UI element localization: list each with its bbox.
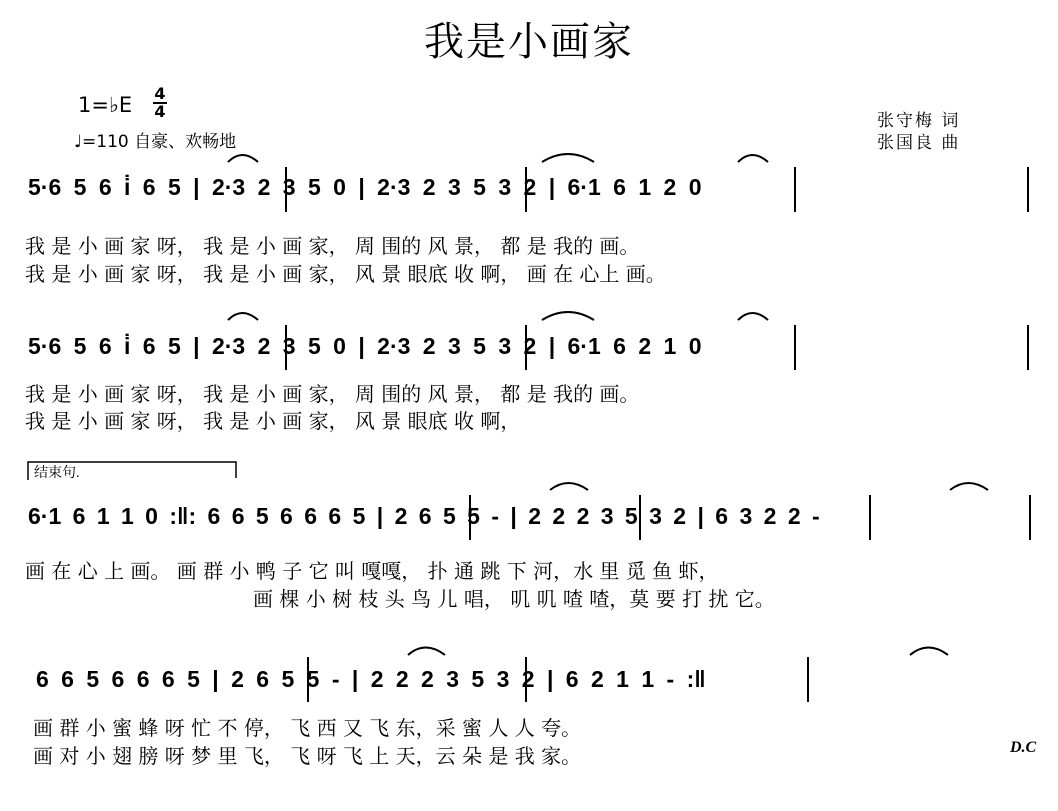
slur [542, 154, 594, 162]
lyrics-row-2-verse-1: 我 是 小 画 家 呀， 我 是 小 画 家， 周 围的 风 景， 都 是 我的 画。 [25, 382, 640, 406]
lyrics-row-3-verse-2: 画 棵 小 树 枝 头 鸟 儿 唱， 叽 叽 喳 喳，莫 要 打 扰 它。 [253, 587, 775, 611]
lyrics-row-1-verse-2: 我 是 小 画 家 呀， 我 是 小 画 家， 风 景 眼底 收 啊， 画 在 心上 画。 [25, 262, 666, 286]
slur [738, 155, 768, 162]
lyrics-row-4-verse-1: 画 群 小 蜜 蜂 呀 忙 不 停， 飞 西 又 飞 东，采 蜜 人 人 夸。 [33, 716, 582, 740]
ending-label: 结束句. [34, 466, 80, 481]
lyrics-row-1-verse-1: 我 是 小 画 家 呀， 我 是 小 画 家， 周 围的 风 景， 都 是 我的 画。 [25, 234, 640, 258]
slur [950, 483, 988, 490]
slur [228, 313, 258, 320]
notation-row-2: 5·6 5 6 i̇ 6 5 | 2·3 2 3 5 0 | 2·3 2 3 5 3 2 | 6·1 6 2 1 0 [28, 333, 702, 359]
slur [228, 155, 258, 162]
slur [550, 483, 588, 490]
slur [408, 648, 445, 656]
key-signature: 1=♭E [78, 93, 133, 117]
notation-row-4: 6 6 5 6 6 6 5 | 2 6 5 5 - | 2 2 2 3 5 3 2 | 6 2 1 1 - :‖ [36, 666, 706, 692]
dc-marking: D.C [1010, 739, 1037, 756]
lyrics-row-4-verse-2: 画 对 小 翅 膀 呀 梦 里 飞， 飞 呀 飞 上 天，云 朵 是 我 家。 [33, 744, 582, 768]
composer-credit: 张国良 曲 [877, 133, 961, 153]
lyrics-row-2-verse-2: 我 是 小 画 家 呀， 我 是 小 画 家， 风 景 眼底 收 啊， [25, 409, 521, 433]
slur [738, 313, 768, 320]
lyricist-credit: 张守梅 词 [877, 111, 961, 131]
slur [542, 312, 594, 320]
notation-row-3: 6·1 6 1 1 0 :‖: 6 6 5 6 6 6 5 | 2 6 5 5 - | 2 2 2 3 5 3 2 | 6 3 2 2 - [28, 503, 820, 529]
lyrics-row-3-verse-1: 画 在 心 上 画。 画 群 小 鸭 子 它 叫 嘎嘎， 扑 通 跳 下 河，水 里 觅 鱼 虾， [25, 559, 719, 583]
slur [910, 648, 948, 656]
ending-bracket [28, 462, 236, 480]
notation-row-1: 5·6 5 6 i̇ 6 5 | 2·3 2 3 5 0 | 2·3 2 3 5 3 2 | 6·1 6 1 2 0 [28, 174, 702, 200]
time-signature-bottom: 4 [154, 102, 166, 121]
tempo-marking: ♩=110 自豪、欢畅地 [74, 132, 237, 152]
song-title: 我是小画家 [424, 19, 634, 65]
time-signature-top: 4 [154, 84, 166, 103]
